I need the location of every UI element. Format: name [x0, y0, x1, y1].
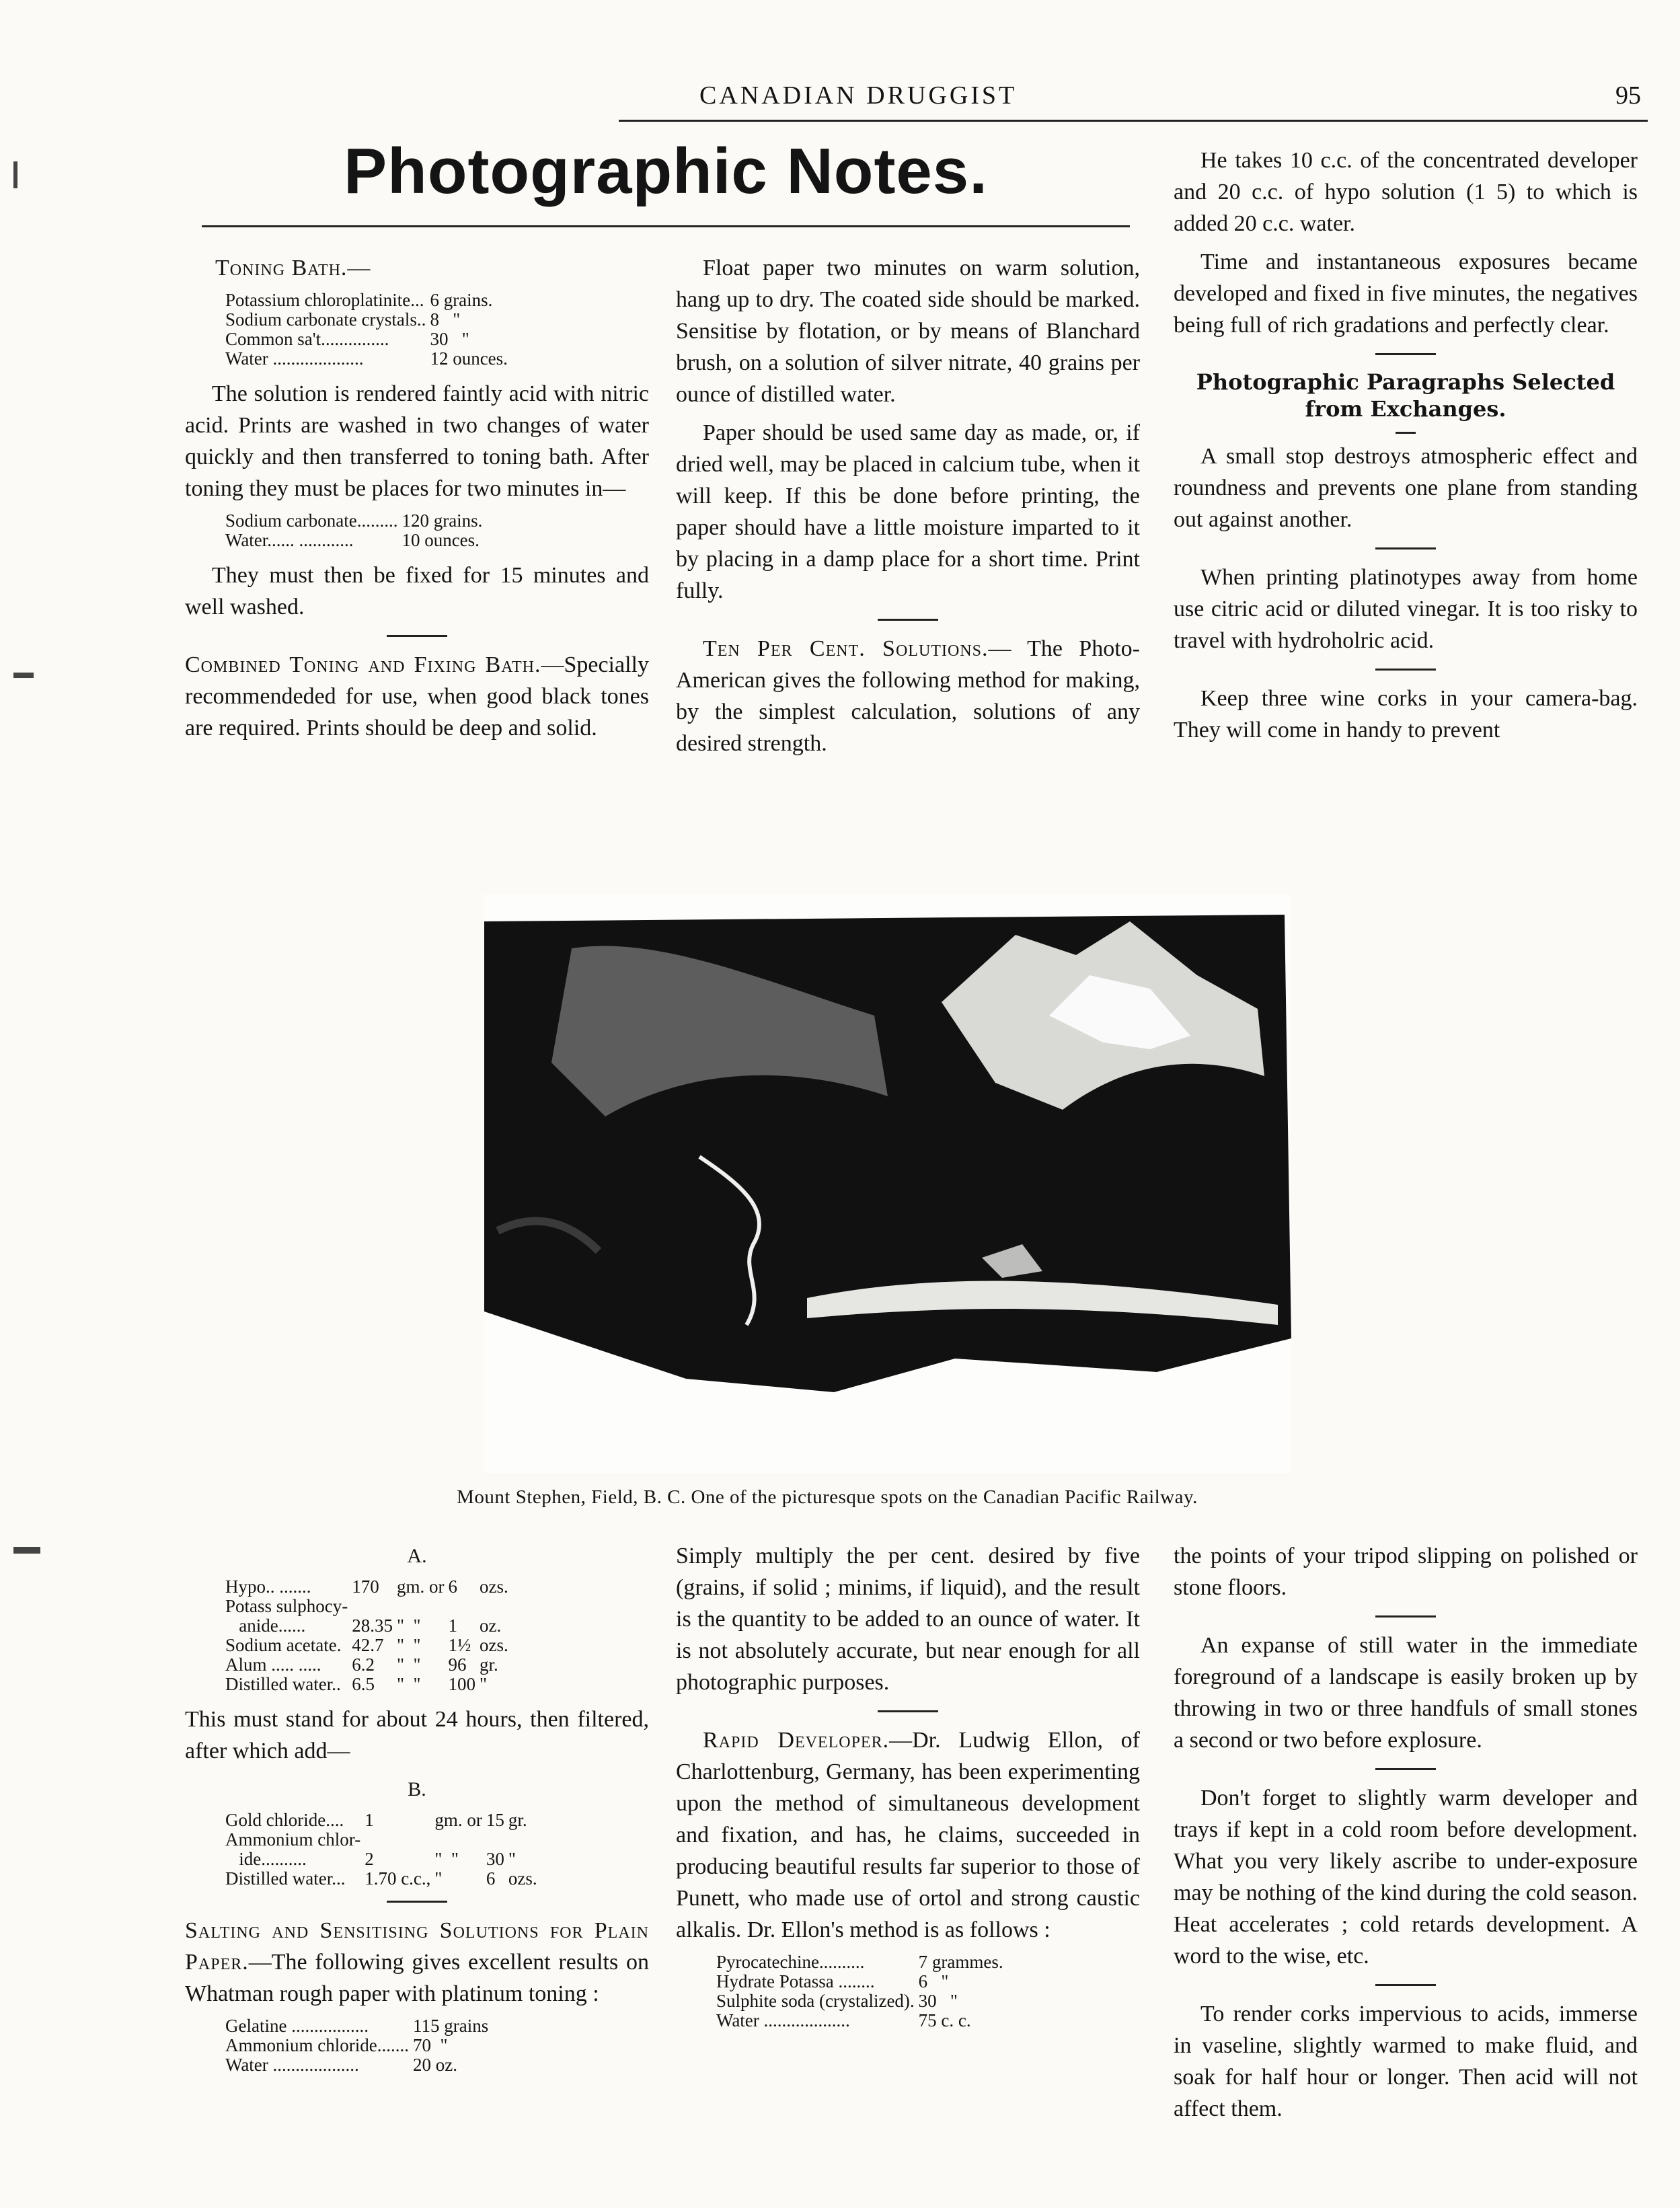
- tripod-paragraph: the points of your tripod slipping on polished or stone floors.: [1174, 1544, 1638, 1600]
- rapid-developer-heading: Rapid Developer.: [703, 1728, 890, 1753]
- recipe-cell-u1: " ": [397, 1635, 421, 1655]
- section-rule: [1375, 1615, 1436, 1617]
- recipe-row: [225, 1869, 541, 1889]
- recipe-cell-q2: 30: [486, 1849, 504, 1869]
- section-rule: [1375, 353, 1436, 355]
- mountain-photograph: [484, 894, 1291, 1473]
- recipe-cell-name: Gold chloride....: [225, 1810, 344, 1830]
- recipe-row: [225, 511, 486, 531]
- running-head: CANADIAN DRUGGIST: [699, 81, 1018, 110]
- corks-paragraph: Keep three wine corks in your camera-bag. They will come in handy to prevent: [1174, 686, 1638, 743]
- multiply-paragraph: Simply multiply the per cent. desired by five (grains, if solid ; minims, if liquid), and the result is the quantity to be added to an ounce of water. It is not absolutely accurate, but near enough for all photographic purposes.: [676, 1544, 1140, 1695]
- recipe-cell-u2: gr.: [508, 1810, 527, 1830]
- recipe-row: [225, 1811, 541, 1830]
- recipe-row: [716, 1991, 1007, 2011]
- section-rule: [1396, 432, 1416, 434]
- section-rule: [1375, 547, 1436, 549]
- salting-heading: Salting and Sensitising Solutions for Plain Paper.: [185, 1918, 649, 1975]
- recipe-cell-u2: ozs.: [480, 1635, 508, 1655]
- section-rule: [1375, 1984, 1436, 1986]
- recipe-cell-q2: 100: [448, 1674, 475, 1694]
- recipe-cell-u1: [434, 1830, 486, 1850]
- recipe-cell-q2: 1½: [448, 1635, 471, 1655]
- salting-text: —The following gives excellent results on Whatman rough paper with platinum toning :: [185, 1950, 649, 2006]
- recipe-row: [225, 531, 486, 550]
- recipe-cell-q1: 42.7: [352, 1635, 384, 1655]
- column-3-bottom: [1174, 1540, 1638, 2131]
- he-takes-paragraph: He takes 10 c.c. of the concentrated developer and 20 c.c. of hypo solution (1 5) to which is added 20 c.c. water.: [1174, 148, 1638, 236]
- recipe-cell-u2: gr.: [480, 1654, 498, 1675]
- recipe-cell-q2: 1: [448, 1615, 457, 1636]
- recipe-cell-u1: " ": [434, 1849, 459, 1869]
- recipe-b-table: [225, 1811, 541, 1889]
- recipe-cell-u1: gm. or: [434, 1810, 482, 1830]
- recipe-cell-u1: " ": [397, 1674, 421, 1694]
- recipe-cell-u1: " ": [397, 1654, 421, 1675]
- gelatine-recipe-table: [225, 2016, 492, 2075]
- recipe-row: [716, 1972, 1007, 1991]
- recipe-cell-q2: [449, 1597, 480, 1616]
- recipe-row: [225, 1850, 541, 1869]
- recipe-cell-qty: 30 ": [430, 329, 469, 349]
- recipe-a-label: A.: [407, 1545, 427, 1567]
- recipe-cell-qty: 20 oz.: [412, 2055, 457, 2075]
- recipe-cell-u2: ": [508, 1849, 516, 1869]
- recipe-cell-q2: 6: [448, 1576, 457, 1597]
- recipe-cell-u2: oz.: [480, 1615, 502, 1636]
- recipe-cell-u2: ": [480, 1674, 488, 1694]
- recipe-cell-u2: ozs.: [480, 1576, 508, 1597]
- recipe-row: [225, 1830, 541, 1850]
- section-rule: [387, 635, 447, 637]
- scan-mark: [13, 673, 34, 678]
- recipe-cell-q1: 6.5: [352, 1674, 375, 1694]
- recipe-row: [225, 1636, 512, 1655]
- recipe-cell-qty: 70 ": [412, 2035, 448, 2055]
- recipe-cell-qty: 12 ounces.: [430, 348, 508, 369]
- recipe-row: [225, 2016, 492, 2036]
- scan-mark: [13, 161, 17, 188]
- recipe-cell-qty: 75 c. c.: [918, 2010, 971, 2030]
- recipe-cell-q1: 6.2: [352, 1654, 375, 1675]
- ten-per-cent-text: — The Photo-American gives the following method for making, by the simplest calculation, solutions of any desired strength.: [676, 636, 1140, 756]
- recipe-cell-u1: ": [434, 1868, 443, 1889]
- recipe-cell-q1: [352, 1597, 397, 1616]
- recipe-cell-name: Ammonium chloride.......: [225, 2035, 409, 2055]
- recipe-cell-qty: 6 grains.: [430, 290, 493, 310]
- recipe-cell-name: Potassium chloroplatinite...: [225, 290, 424, 310]
- column-2-bottom: [676, 1540, 1140, 2040]
- column-1-top: [185, 252, 649, 751]
- recipe-row: [225, 1675, 512, 1694]
- column-1-bottom: [185, 1540, 649, 2084]
- recipe-cell-name: Water ....................: [225, 348, 364, 369]
- small-stop-paragraph: A small stop destroys atmospheric effect and roundness and prevents one plane from standing out against another.: [1174, 444, 1638, 532]
- header-rule: [619, 120, 1648, 122]
- photo-caption: Mount Stephen, Field, B. C. One of the picturesque spots on the Canadian Pacific Railway.: [457, 1486, 1198, 1508]
- recipe-b-label: B.: [408, 1778, 426, 1800]
- recipe-cell-name: Gelatine .................: [225, 2016, 369, 2036]
- section-rule: [387, 1901, 447, 1903]
- recipe-cell-name: Ammonium chlor-: [225, 1829, 361, 1850]
- recipe-cell-qty: 10 ounces.: [402, 530, 480, 550]
- recipe-row: [225, 1655, 512, 1675]
- recipe-cell-qty: 115 grains: [412, 2016, 489, 2036]
- toning-recipe-table: [225, 291, 512, 369]
- page-number: 95: [1615, 81, 1641, 110]
- page-title: Photographic Notes.: [344, 135, 988, 207]
- recipe-cell-name: anide......: [225, 1615, 306, 1636]
- recipe-cell-qty: 7 grammes.: [918, 1952, 1003, 1972]
- recipe-cell-q1: 1: [365, 1810, 374, 1830]
- recipe-cell-u1: gm. or: [397, 1576, 445, 1597]
- recipe-cell-qty: 30 ": [918, 1991, 958, 2011]
- recipe-cell-u2: [480, 1597, 512, 1616]
- float-paragraph: Float paper two minutes on warm solution, hang up to dry. The coated side should be marked. Sensitise by flotation, or by means of Blanchard brush, on a solution of silver nitrate, 40 grains per ounce of distilled water.: [676, 256, 1140, 407]
- recipe-row: [225, 1577, 512, 1597]
- rapid-developer-text: —Dr. Ludwig Ellon, of Charlottenburg, Germany, has been experimenting upon the method of simultaneous development and fixation, and has, he claims, succeeded in producing beautiful results far superior to those of Punett, who made use of ortol and strong caustic alkalis. Dr. Ellon's method is as follows :: [676, 1728, 1140, 1942]
- recipe-cell-q1: 1.70 c.c.,: [365, 1868, 431, 1889]
- recipe-row: [225, 1597, 512, 1616]
- recipe-cell-name: Sulphite soda (crystalized).: [716, 1991, 915, 2011]
- still-water-paragraph: An expanse of still water in the immediate foreground of a landscape is easily broken up by throwing in two or three handfuls of small stones a second or two before explosure.: [1174, 1633, 1638, 1753]
- recipe-cell-name: Pyrocatechine..........: [716, 1952, 865, 1972]
- recipe-row: [225, 310, 512, 330]
- recipe-cell-name: Water ...................: [716, 2010, 850, 2030]
- recipe-cell-q1: 28.35: [352, 1615, 393, 1636]
- recipe-cell-qty: 120 grains.: [402, 510, 483, 531]
- recipe-a-table: [225, 1577, 512, 1694]
- recipe-cell-name: Hypo.. .......: [225, 1576, 311, 1597]
- recipe-cell-name: Distilled water...: [225, 1868, 346, 1889]
- recipe-row: [716, 1952, 1007, 1972]
- recipe-cell-q2: 96: [448, 1654, 467, 1675]
- column-3-top: [1174, 145, 1638, 753]
- section-rule: [878, 1710, 938, 1712]
- fixing-paragraph: They must then be fixed for 15 minutes and well washed.: [185, 563, 649, 619]
- paper-paragraph: Paper should be used same day as made, or, if dried well, may be placed in calcium tube, when it will keep. If this be done before printing, the paper should have a little moisture imparted to it by placing in a damp place for a short time. Print fully.: [676, 420, 1140, 603]
- recipe-cell-qty: 6 ": [918, 1971, 949, 1991]
- stand-paragraph: This must stand for about 24 hours, then filtered, after which add—: [185, 1707, 649, 1763]
- recipe-cell-name: Common sa't...............: [225, 329, 389, 349]
- recipe-cell-name: Sodium carbonate.........: [225, 510, 398, 531]
- time-paragraph: Time and instantaneous exposures became developed and fixed in five minutes, the negatives being full of rich gradations and perfectly clear.: [1174, 250, 1638, 338]
- recipe-cell-q1: [365, 1830, 434, 1850]
- recipe-cell-q2: 15: [486, 1810, 504, 1830]
- recipe-cell-u1: [397, 1597, 449, 1616]
- title-rule: [202, 225, 1130, 227]
- toning-paragraph: The solution is rendered faintly acid with nitric acid. Prints are washed in two changes of water quickly and then transferred to toning bath. After toning they must be places for two minutes in—: [185, 381, 649, 501]
- recipe-cell-name: ide..........: [225, 1849, 307, 1869]
- recipe-row: [225, 291, 512, 310]
- recipe-cell-u1: " ": [397, 1615, 421, 1636]
- recipe-cell-u2: [508, 1830, 541, 1850]
- recipe-cell-name: Distilled water..: [225, 1674, 341, 1694]
- page-header: [175, 81, 1654, 121]
- section-rule: [878, 619, 938, 621]
- corks-acid-paragraph: To render corks impervious to acids, immerse in vaseline, slightly warmed to make fluid, and soak for half hour or longer. Then acid will not affect them.: [1174, 2002, 1638, 2121]
- recipe-cell-name: Sodium carbonate crystals..: [225, 309, 426, 330]
- recipe-row: [225, 1616, 512, 1636]
- recipe-cell-name: Water...... ............: [225, 530, 354, 550]
- developer-recipe-table: [716, 1952, 1007, 2030]
- recipe-row: [716, 2011, 1007, 2030]
- combined-heading: Combined Toning and Fixing Bath.: [185, 652, 541, 677]
- recipe-cell-name: Potass sulphocy-: [225, 1596, 348, 1616]
- toning-heading: Toning Bath.—: [215, 256, 371, 280]
- recipe-cell-q1: 170: [352, 1576, 379, 1597]
- recipe-cell-u2: ozs.: [508, 1868, 537, 1889]
- platinotypes-paragraph: When printing platinotypes away from home use citric acid or diluted vinegar. It is too risky to travel with hydroholric acid.: [1174, 565, 1638, 653]
- recipe-row: [225, 2036, 492, 2055]
- recipe-row: [225, 330, 512, 349]
- carbonate-recipe-table: [225, 511, 486, 550]
- recipe-cell-q2: 6: [486, 1868, 496, 1889]
- paragraphs-heading: Photographic Paragraphs Selected from Exchanges.: [1196, 369, 1615, 422]
- recipe-cell-q2: [486, 1830, 508, 1850]
- recipe-cell-name: Sodium acetate.: [225, 1635, 342, 1655]
- combined-text: —Specially recommendeded for use, when good black tones are required. Prints should be deep and solid.: [185, 652, 649, 740]
- recipe-cell-name: Hydrate Potassa ........: [716, 1971, 875, 1991]
- scan-mark: [13, 1547, 40, 1554]
- section-rule: [1375, 669, 1436, 671]
- ten-per-cent-heading: Ten Per Cent. Solutions.: [703, 636, 989, 661]
- recipe-row: [225, 349, 512, 369]
- recipe-cell-name: Water ...................: [225, 2055, 359, 2075]
- recipe-cell-name: Alum ..... .....: [225, 1654, 321, 1675]
- recipe-cell-q1: 2: [365, 1849, 374, 1869]
- column-2-top: [676, 252, 1140, 766]
- recipe-cell-qty: 8 ": [430, 309, 461, 330]
- recipe-row: [225, 2055, 492, 2075]
- section-rule: [1375, 1768, 1436, 1770]
- warm-developer-paragraph: Don't forget to slightly warm developer and trays if kept in a cold room before development. What you very likely ascribe to under-exposure may be nothing of the kind during the cold season. Heat accelerates ; cold retards development. A word to the wise, etc.: [1174, 1786, 1638, 1969]
